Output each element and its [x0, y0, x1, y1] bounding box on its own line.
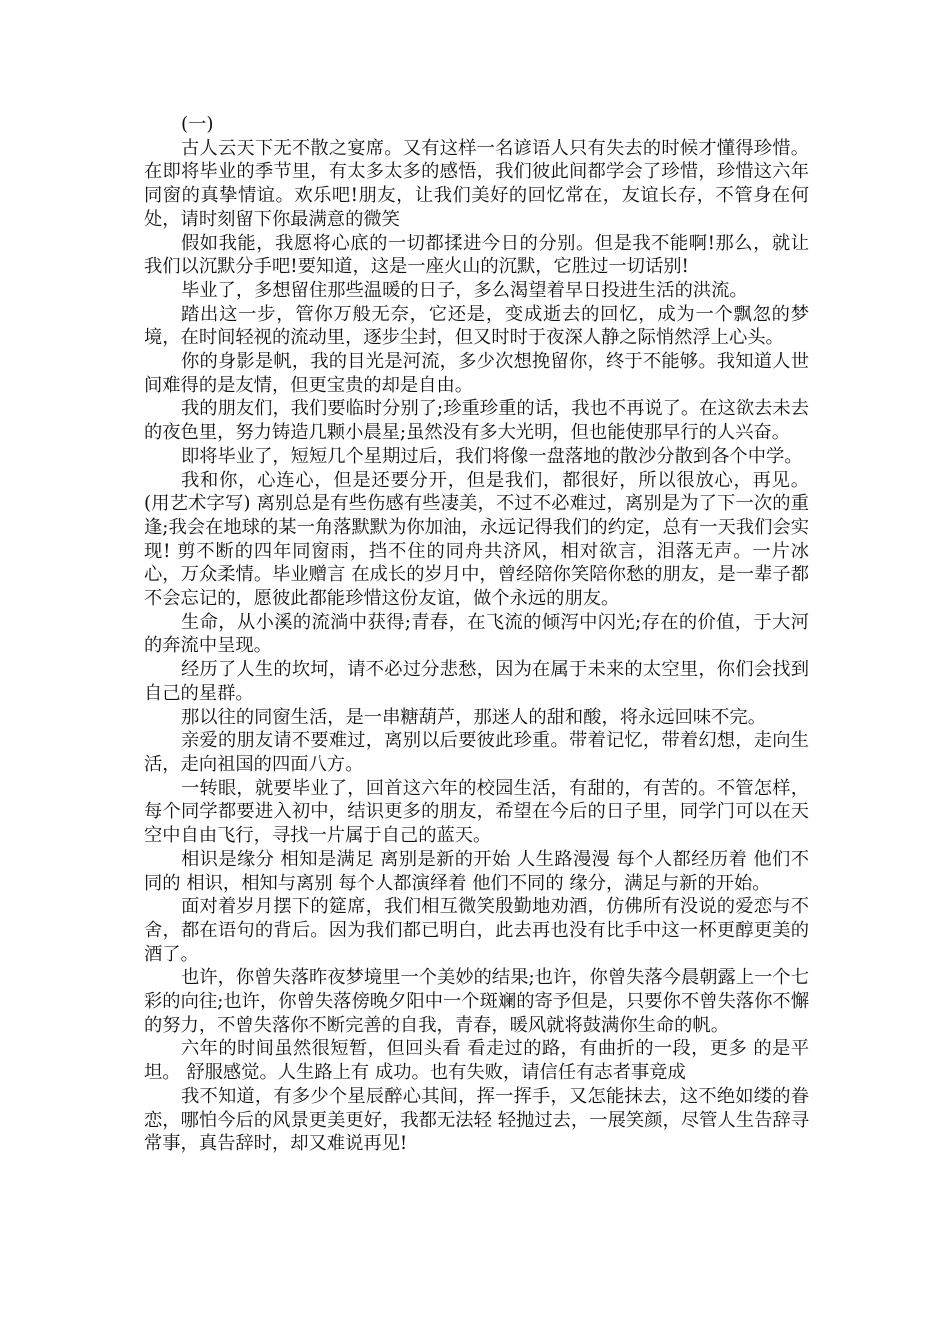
paragraph: 也许，你曾失落昨夜梦境里一个美妙的结果;也许，你曾失落今晨朝露上一个七彩的向往;也许，你曾失落傍晚夕阳中一个斑斓的寄予但是，只要你不曾失落你不懈的努力，不曾失落你不断完善的自我，青春，暖风就将鼓满你生命的帆。 [144, 967, 809, 1036]
paragraph: 亲爱的朋友请不要难过，离别以后要彼此珍重。带着记忆，带着幻想，走向生活，走向祖国的四面八方。 [144, 730, 809, 775]
paragraph: 毕业了，多想留住那些温暖的日子，多么渴望着早日投进生活的洪流。 [181, 279, 748, 301]
paragraph: 即将毕业了，短短几个星期过后，我们将像一盘落地的散沙分散到各个中学。 [181, 445, 803, 467]
paragraph: 假如我能，我愿将心底的一切都揉进今日的分别。但是我不能啊!那么，就让我们以沉默分手吧!要知道，这是一座火山的沉默，它胜过一切话别! [144, 232, 809, 278]
paragraph: 六年的时间虽然很短暂，但回头看 看走过的路，有曲折的一段，更多 的是平坦。 舒服感觉。人生路上有 成功。也有失败，请信任有志者事竟成 [144, 1038, 809, 1084]
paragraph: 相识是缘分 相知是满足 离别是新的开始 人生路漫漫 每个人都经历着 他们不同的 相识，相知与离别 每个人都演绎着 他们不同的 缘分，满足与新的开始。 [144, 848, 809, 894]
document-body [144, 113, 809, 1156]
paragraph: 我和你，心连心，但是还要分开，但是我们，都很好，所以很放心，再见。(用艺术字写) 离别总是有些伤感有些凄美，不过不必难过，离别是为了下一次的重逢;我会在地球的某一角落默默为你加油，永远记得我们的约定，总有一天我们会实现! 剪不断的四年同窗雨，挡不住的同舟共济风，相对欲言，泪落无声。一片冰心，万众柔情。毕业赠言 在成长的岁月中，曾经陪你笑陪你愁的朋友，是一辈子都不会忘记的，愿彼此都能珍惜这份友谊，做个永远的朋友。 [144, 469, 809, 610]
paragraph: 我不知道，有多少个星辰醉心其间，挥一挥手，又怎能抹去，这不绝如缕的眷恋，哪怕今后的风景更美更好，我都无法轻 轻抛过去，一展笑颜，尽管人生告辞寻常事，真告辞时，却又难说再见! [144, 1085, 809, 1155]
paragraph: 你的身影是帆，我的目光是河流，多少次想挽留你，终于不能够。我知道人世间难得的是友情，但更宝贵的却是自由。 [144, 351, 809, 396]
paragraph: 古人云天下无不散之宴席。又有这样一名谚语人只有失去的时候才懂得珍惜。在即将毕业的季节里，有太多太多的感悟，我们彼此间都学会了珍惜，珍惜这六年同窗的真挚情谊。欢乐吧!朋友，让我们美好的回忆常在，友谊长存，不管身在何处，请时刻留下你最满意的微笑 [144, 137, 809, 230]
paragraph: 经历了人生的坎坷，请不必过分悲愁，因为在属于未来的太空里，你们会找到自己的星群。 [144, 659, 809, 704]
paragraph: 那以往的同窗生活，是一串糖葫芦，那迷人的甜和酸，将永远回味不完。 [181, 706, 766, 728]
paragraph: 一转眼，就要毕业了，回首这六年的校园生活，有甜的，有苦的。不管怎样，每个同学都要进入初中，结识更多的朋友，希望在今后的日子里，同学门可以在天空中自由飞行，寻找一片属于自己的蓝天。 [144, 777, 809, 847]
paragraph: 踏出这一步，管你万般无奈，它还是，变成逝去的回忆，成为一个飘忽的梦境，在时间轻视的流动里，逐步尘封，但又时时于夜深人静之际悄然浮上心头。 [144, 303, 809, 349]
paragraph: 我的朋友们，我们要临时分别了;珍重珍重的话，我也不再说了。在这欲去未去的夜色里，努力铸造几颗小晨星;虽然没有多大光明，但也能使那早行的人兴奋。 [144, 398, 809, 444]
section-heading: (一) [181, 114, 214, 135]
paragraph: 生命，从小溪的流淌中获得;青春，在飞流的倾泻中闪光;存在的价值，于大河的奔流中呈现。 [144, 611, 809, 657]
paragraph: 面对着岁月摆下的筵席，我们相互微笑殷勤地劝酒，仿佛所有没说的爱恋与不舍，都在语句的背后。因为我们都已明白，此去再也没有比手中这一杯更醇更美的酒了。 [144, 896, 809, 965]
